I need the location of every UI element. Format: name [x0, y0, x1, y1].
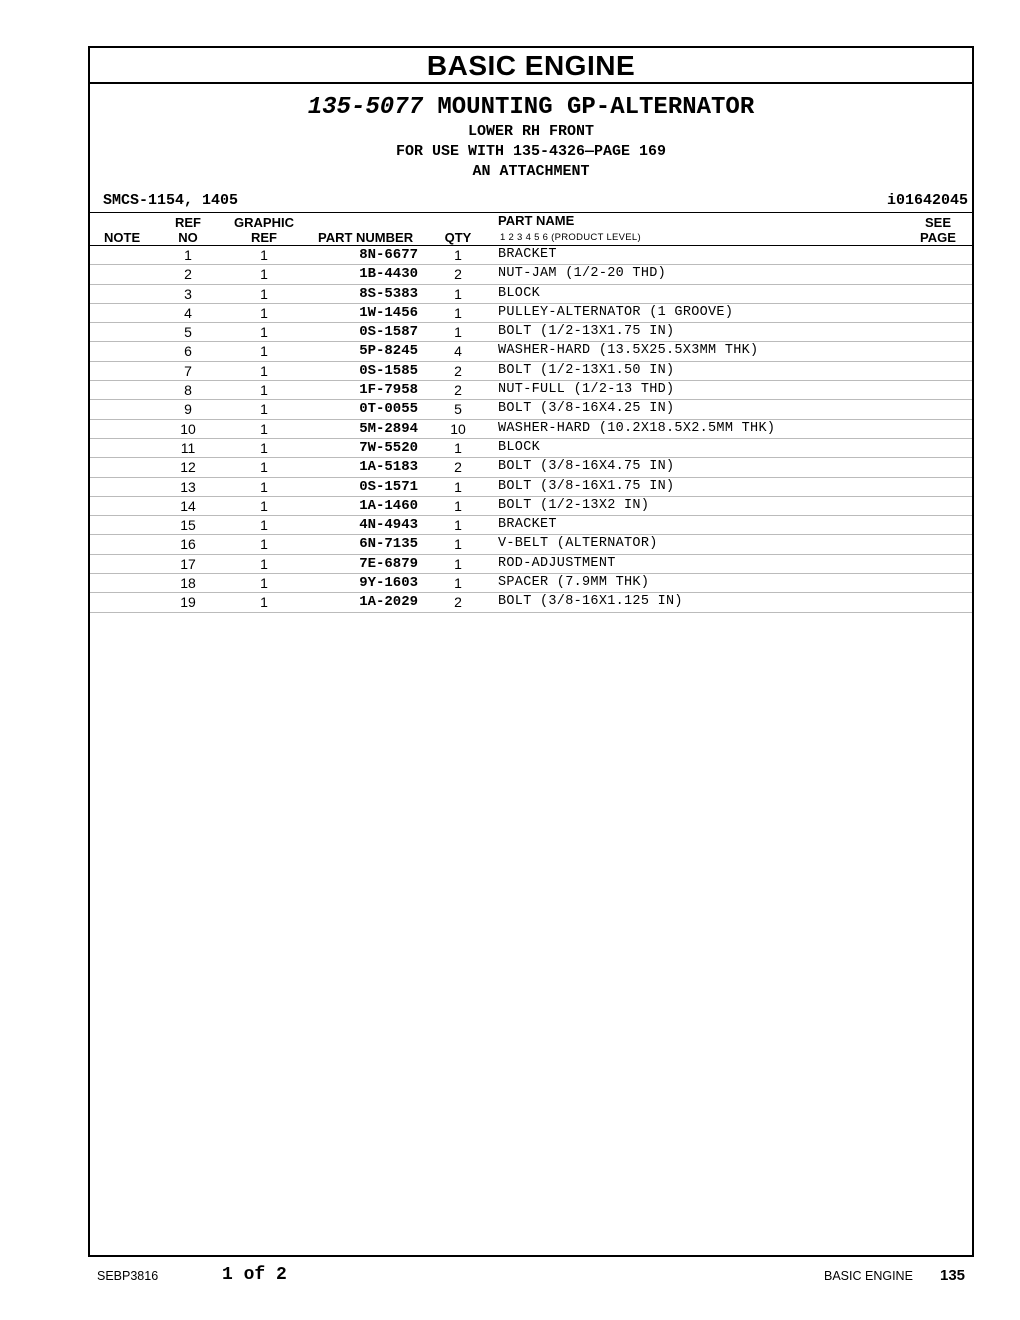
header-part-name: PART NAME: [498, 213, 575, 228]
ref-number: 1: [184, 247, 192, 263]
header-qty: QTY: [444, 230, 472, 245]
graphic-ref: 1: [260, 362, 268, 379]
graphic-ref: 1: [260, 555, 268, 572]
part-name: V-BELT (ALTERNATOR): [498, 536, 658, 552]
quantity: 1: [454, 575, 462, 592]
footer-page-number: 135: [940, 1267, 966, 1284]
part-name: WASHER-HARD (10.2X18.5X2.5MM THK): [498, 420, 776, 436]
graphic-ref: 1: [260, 324, 268, 341]
quantity: 5: [454, 401, 462, 418]
part-number: 1B-4430: [359, 266, 418, 283]
ref-number: 12: [180, 459, 196, 476]
table-row: [90, 420, 972, 439]
part-name: BOLT (3/8-16X4.75 IN): [498, 459, 675, 475]
part-number: 1A-1460: [359, 497, 418, 514]
graphic-ref: 1: [260, 575, 268, 592]
part-number: 1A-2029: [359, 594, 418, 611]
part-number: 5P-8245: [359, 343, 418, 360]
table-row: [90, 497, 972, 516]
footer-section: BASIC ENGINE: [824, 1269, 913, 1283]
part-name: BLOCK: [498, 439, 541, 455]
quantity: 1: [454, 555, 462, 572]
part-name: BOLT (3/8-16X1.75 IN): [498, 478, 675, 494]
table-row: [90, 265, 972, 284]
header-graphic-bottom: REF: [251, 230, 277, 245]
ref-number: 10: [180, 420, 196, 437]
header-see-bottom: PAGE: [920, 230, 956, 245]
part-name: PULLEY-ALTERNATOR (1 GROOVE): [498, 304, 734, 320]
table-row: [90, 478, 972, 497]
table-row: [90, 439, 972, 458]
image-id: i01642045: [886, 192, 968, 209]
table-row: [90, 381, 972, 400]
group-subline-3: AN ATTACHMENT: [472, 163, 590, 180]
footer-doc-number: SEBP3816: [97, 1269, 159, 1283]
quantity: 4: [454, 343, 462, 360]
quantity: 2: [454, 362, 462, 379]
ref-number: 2: [184, 266, 192, 283]
quantity: 2: [454, 382, 462, 399]
header-ref-bottom: NO: [178, 230, 198, 245]
part-number: 6N-7135: [359, 536, 418, 553]
table-header: [90, 212, 972, 246]
part-number: 1A-5183: [359, 459, 418, 476]
ref-number: 5: [184, 324, 192, 341]
graphic-ref: 1: [260, 266, 268, 283]
group-name: MOUNTING GP-ALTERNATOR: [437, 94, 755, 121]
header-product-level: 1 2 3 4 5 6 (PRODUCT LEVEL): [500, 232, 641, 243]
part-name: BOLT (1/2-13X2 IN): [498, 497, 650, 513]
quantity: 2: [454, 266, 462, 283]
header-ref-top: REF: [175, 215, 201, 230]
group-subline-2: FOR USE WITH 135-4326—PAGE 169: [395, 143, 667, 160]
section-title: BASIC ENGINE: [90, 48, 972, 84]
graphic-ref: 1: [260, 459, 268, 476]
part-number: 5M-2894: [359, 420, 418, 437]
graphic-ref: 1: [260, 439, 268, 456]
page-footer: [0, 1265, 1020, 1289]
ref-number: 8: [184, 382, 192, 399]
part-number: 0S-1587: [359, 324, 418, 341]
part-number: 1W-1456: [359, 304, 418, 321]
part-name: BLOCK: [498, 285, 541, 301]
table-row: [90, 246, 972, 265]
ref-number: 16: [180, 536, 196, 553]
parts-page-frame: [88, 46, 974, 1257]
part-name: NUT-FULL (1/2-13 THD): [498, 382, 675, 398]
table-row: [90, 458, 972, 477]
header-graphic-top: GRAPHIC: [234, 215, 294, 230]
table-row: [90, 342, 972, 361]
table-row: [90, 285, 972, 304]
graphic-ref: 1: [260, 382, 268, 399]
part-name: WASHER-HARD (13.5X25.5X3MM THK): [498, 343, 759, 359]
part-number: 4N-4943: [359, 517, 418, 534]
part-name: BOLT (3/8-16X1.125 IN): [498, 594, 683, 610]
header-note: NOTE: [104, 230, 141, 245]
ref-number: 14: [180, 497, 196, 514]
part-number: 0S-1571: [359, 478, 418, 495]
graphic-ref: 1: [260, 343, 268, 360]
ref-number: 9: [184, 401, 192, 418]
ref-number: 13: [180, 478, 196, 495]
graphic-ref: 1: [260, 247, 268, 263]
graphic-ref: 1: [260, 304, 268, 321]
quantity: 1: [454, 536, 462, 553]
table-row: [90, 304, 972, 323]
quantity: 10: [450, 420, 466, 437]
smcs-row: [90, 190, 972, 212]
quantity: 1: [454, 478, 462, 495]
ref-number: 17: [180, 555, 196, 572]
table-row: [90, 555, 972, 574]
ref-number: 11: [180, 439, 196, 456]
part-number: 1F-7958: [359, 382, 418, 399]
graphic-ref: 1: [260, 285, 268, 302]
part-name: SPACER (7.9MM THK): [498, 575, 650, 591]
ref-number: 6: [184, 343, 192, 360]
part-name: BRACKET: [498, 517, 557, 533]
part-number: 0T-0055: [359, 401, 418, 418]
quantity: 1: [454, 285, 462, 302]
header-part-number: PART NUMBER: [318, 230, 414, 245]
quantity: 1: [454, 304, 462, 321]
quantity: 1: [454, 517, 462, 534]
graphic-ref: 1: [260, 401, 268, 418]
graphic-ref: 1: [260, 594, 268, 611]
ref-number: 15: [180, 517, 196, 534]
table-row: [90, 516, 972, 535]
ref-number: 4: [184, 304, 192, 321]
part-name: BOLT (3/8-16X4.25 IN): [498, 401, 675, 417]
quantity: 1: [454, 439, 462, 456]
part-name: BRACKET: [498, 247, 557, 262]
part-number: 8N-6677: [359, 247, 418, 263]
graphic-ref: 1: [260, 536, 268, 553]
ref-number: 18: [180, 575, 196, 592]
header-see-top: SEE: [924, 215, 951, 230]
group-subline-1: LOWER RH FRONT: [467, 123, 595, 140]
table-row: [90, 535, 972, 554]
quantity: 1: [454, 324, 462, 341]
quantity: 2: [454, 594, 462, 611]
footer-page-count: 1 of 2: [222, 1265, 287, 1285]
part-name: BOLT (1/2-13X1.75 IN): [498, 324, 675, 340]
ref-number: 19: [180, 594, 196, 611]
group-number: 135-5077: [307, 94, 423, 121]
graphic-ref: 1: [260, 420, 268, 437]
ref-number: 3: [184, 285, 192, 302]
ref-number: 7: [184, 362, 192, 379]
part-name: NUT-JAM (1/2-20 THD): [498, 266, 667, 282]
table-row: [90, 323, 972, 342]
quantity: 2: [454, 459, 462, 476]
graphic-ref: 1: [260, 478, 268, 495]
part-number: 8S-5383: [359, 285, 418, 302]
table-row: [90, 400, 972, 419]
part-name: BOLT (1/2-13X1.50 IN): [498, 362, 675, 378]
table-row: [90, 574, 972, 593]
part-number: 7E-6879: [359, 555, 418, 572]
part-number: 0S-1585: [359, 362, 418, 379]
group-title: [90, 94, 972, 122]
table-row: [90, 593, 972, 612]
part-number: 9Y-1603: [359, 575, 418, 592]
smcs-codes: SMCS-1154, 1405: [103, 192, 239, 209]
graphic-ref: 1: [260, 497, 268, 514]
parts-list: [90, 246, 972, 613]
part-number: 7W-5520: [359, 439, 418, 456]
quantity: 1: [454, 247, 462, 263]
quantity: 1: [454, 497, 462, 514]
table-row: [90, 362, 972, 381]
part-name: ROD-ADJUSTMENT: [498, 555, 616, 571]
graphic-ref: 1: [260, 517, 268, 534]
